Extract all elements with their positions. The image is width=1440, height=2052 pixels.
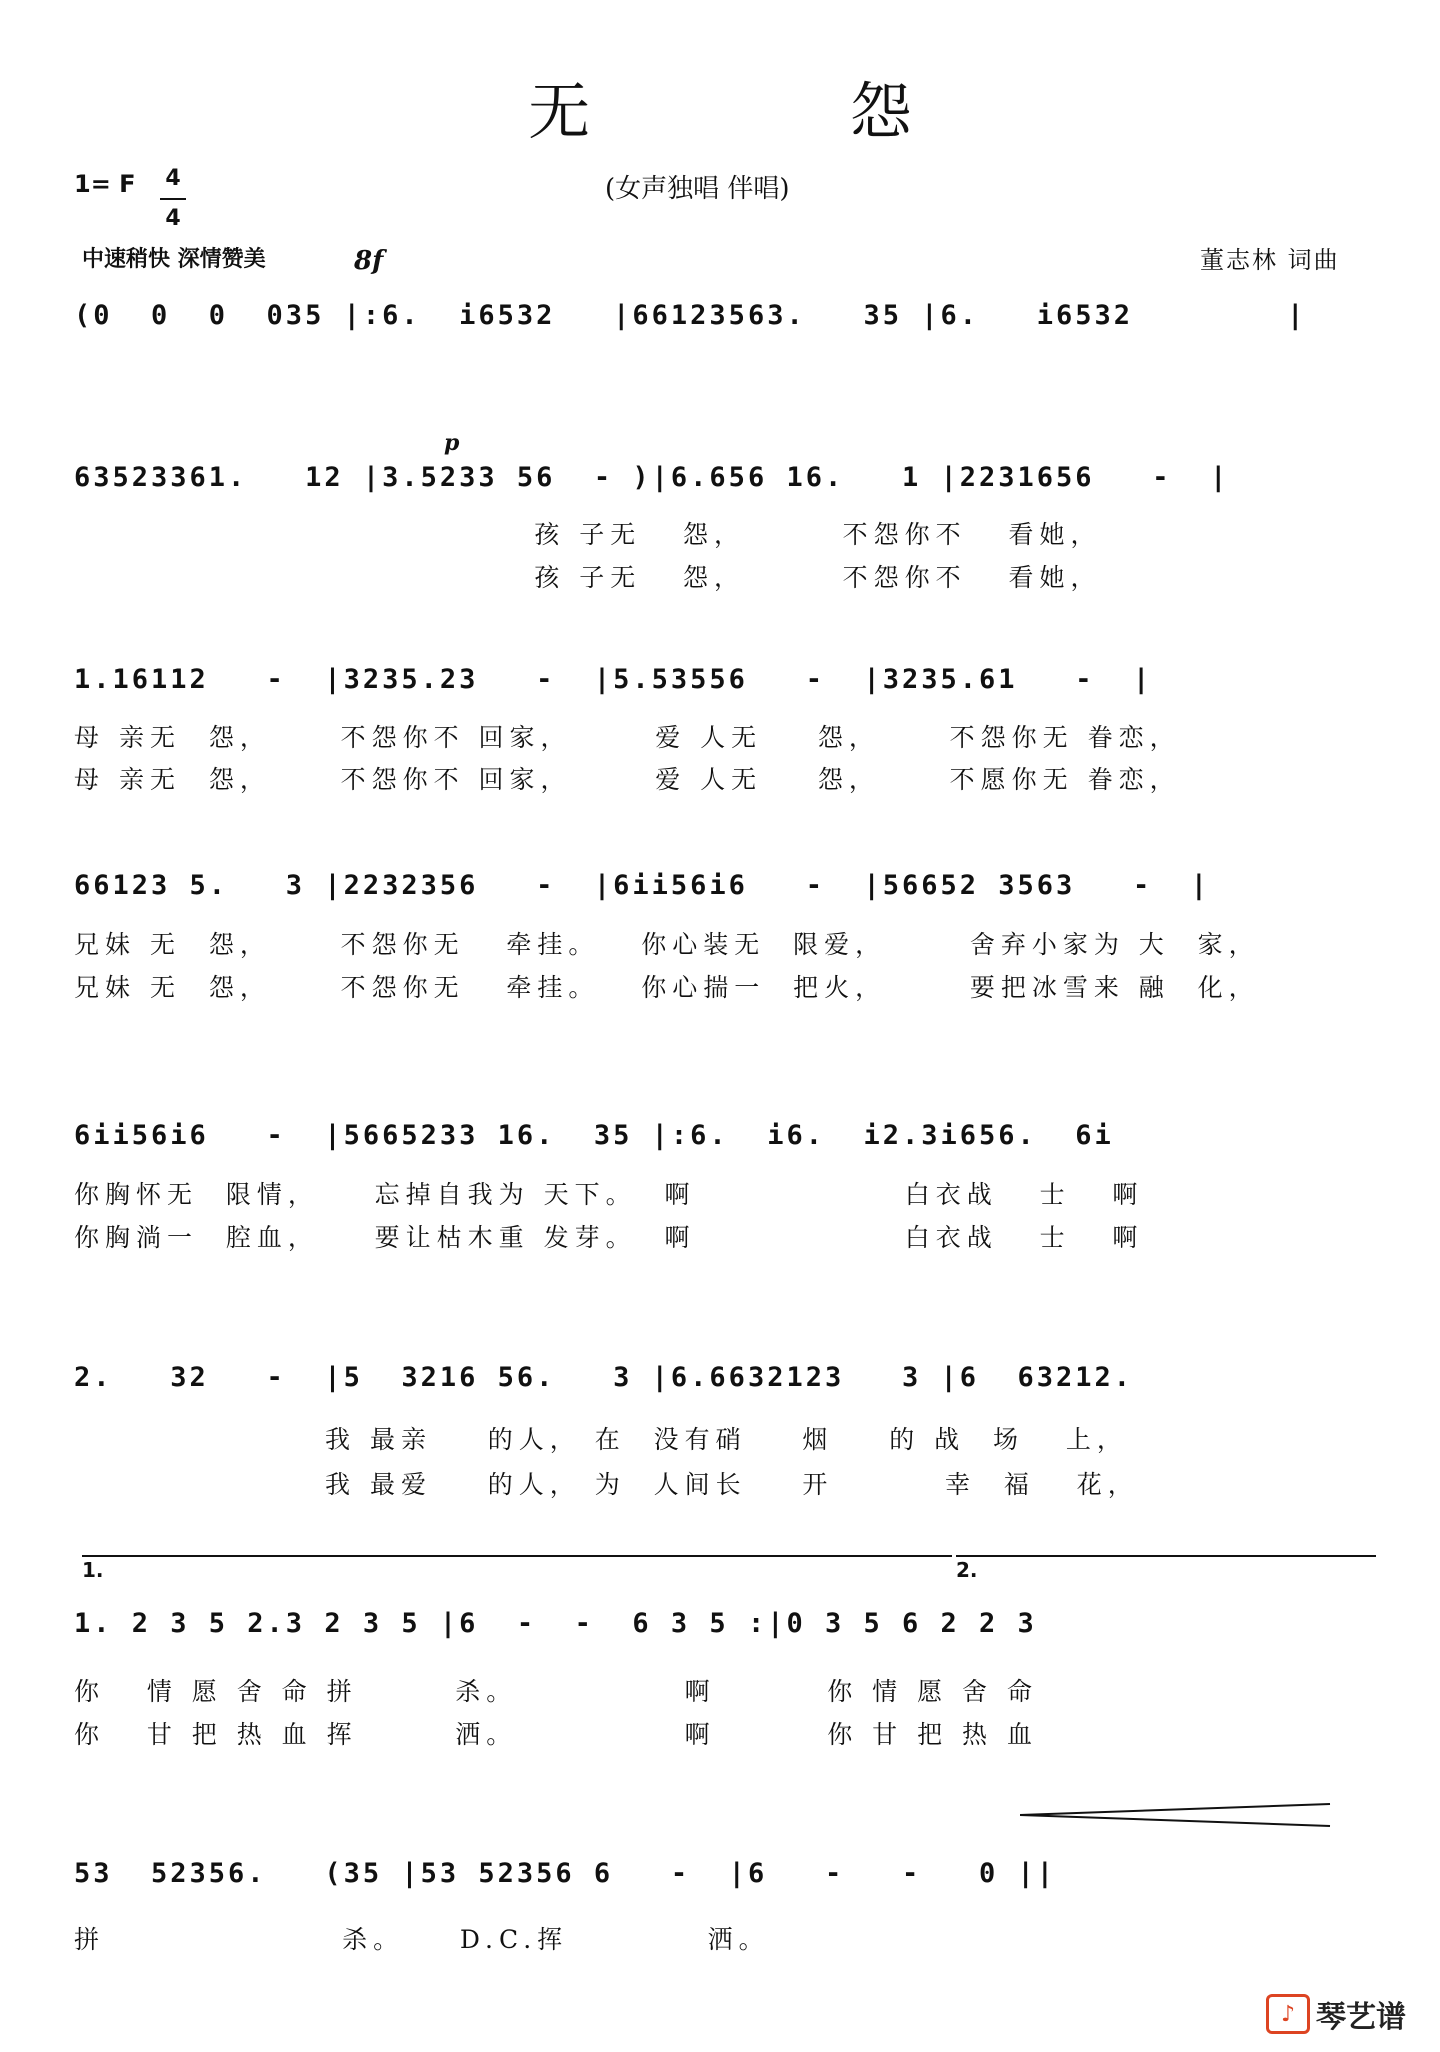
lyrics-line-7-verse-1: 你 情 愿 舍 命 拼 杀。 啊 你 情 愿 舍 命 — [74, 1677, 1038, 1706]
first-ending-bracket — [82, 1555, 952, 1557]
time-signature-bottom: 4 — [165, 206, 181, 231]
lyrics-line-5-verse-1: 你胸怀无 限情， 忘掉自我为 天下。 啊 白衣战 士 啊 — [74, 1180, 1144, 1209]
first-ending-label: 1. — [82, 1558, 104, 1582]
score-line-8: 53 52356. (35 |53 52356 6 - |6 - - 0 || — [74, 1858, 1057, 1889]
lyrics-line-3-verse-2: 母 亲无 怨， 不怨你不 回家， 爱 人无 怨， 不愿你无 眷恋， — [74, 765, 1181, 794]
lyrics-line-8-verse-1: 拼 杀。 D.C.挥 洒。 — [74, 1925, 770, 1954]
score-line-7: 1. 2 3 5 2.3 2 3 5 |6 - - 6 3 5 :|0 3 5 6 2 2 3 — [74, 1608, 1037, 1639]
brand-logo-icon: ♪ — [1266, 1994, 1310, 2034]
lyrics-line-7-verse-2: 你 甘 把 热 血 挥 洒。 啊 你 甘 把 热 血 — [74, 1720, 1038, 1749]
subtitle: (女声独唱 伴唱) — [605, 174, 790, 204]
site-watermark — [1266, 1992, 1406, 2036]
lyrics-line-3-verse-1: 母 亲无 怨， 不怨你不 回家， 爱 人无 怨， 不怨你无 眷恋， — [74, 723, 1181, 752]
lyrics-line-2-verse-1: 孩 子无 怨， 不怨你不 看她， — [74, 520, 1102, 549]
score-line-4: 66123 5. 3 |2232356 - |6ii56i6 - |56652 3563 - | — [74, 870, 1211, 901]
lyrics-line-5-verse-2: 你胸淌一 腔血， 要让枯木重 发芽。 啊 白衣战 士 啊 — [74, 1223, 1144, 1252]
key-signature: 1= F — [74, 170, 136, 198]
lyrics-line-2-verse-2: 孩 子无 怨， 不怨你不 看她， — [74, 563, 1102, 592]
dynamic-piano: p — [444, 430, 460, 456]
tempo-marking: 中速稍快 深情赞美 — [82, 247, 266, 272]
lyrics-line-4-verse-2: 兄妹 无 怨， 不怨你无 牵挂。 你心揣一 把火， 要把冰雪来 融 化， — [74, 973, 1260, 1002]
time-signature — [160, 160, 186, 238]
score-line-5: 6ii56i6 - |5665233 16. 35 |:6. i6. i2.3i656. 6i — [74, 1120, 1114, 1151]
site-watermark-label: 琴艺谱 — [1316, 2000, 1406, 2035]
lyrics-line-6-verse-1: 我 最亲 的人， 在 没有硝 烟 的 战 场 上， — [74, 1425, 1128, 1454]
second-ending-label: 2. — [956, 1558, 978, 1582]
second-ending-bracket — [956, 1555, 1376, 1557]
time-signature-top: 4 — [160, 160, 186, 200]
lyrics-line-4-verse-1: 兄妹 无 怨， 不怨你无 牵挂。 你心装无 限爱， 舍弃小家为 大 家， — [74, 930, 1260, 959]
score-line-1: (0 0 0 035 |:6. i6532 |66123563. 35 |6. i6532 | — [74, 300, 1307, 331]
score-line-3: 1.16112 - |3235.23 - |5.53556 - |3235.61 - | — [74, 664, 1153, 695]
score-line-6: 2. 32 - |5 3216 56. 3 |6.6632123 3 |6 63212. — [74, 1362, 1134, 1393]
decrescendo-hairpin — [1020, 1800, 1340, 1830]
octave-mark: 8f — [354, 246, 384, 276]
song-title: 无 怨 — [528, 75, 1032, 148]
credit: 董志林 词曲 — [1200, 246, 1340, 274]
score-line-2: 63523361. 12 |3.5233 56 - )|6.656 16. 1 |2231656 - | — [74, 462, 1230, 493]
lyrics-line-6-verse-2: 我 最爱 的人， 为 人间长 开 幸 福 花， — [74, 1470, 1139, 1499]
